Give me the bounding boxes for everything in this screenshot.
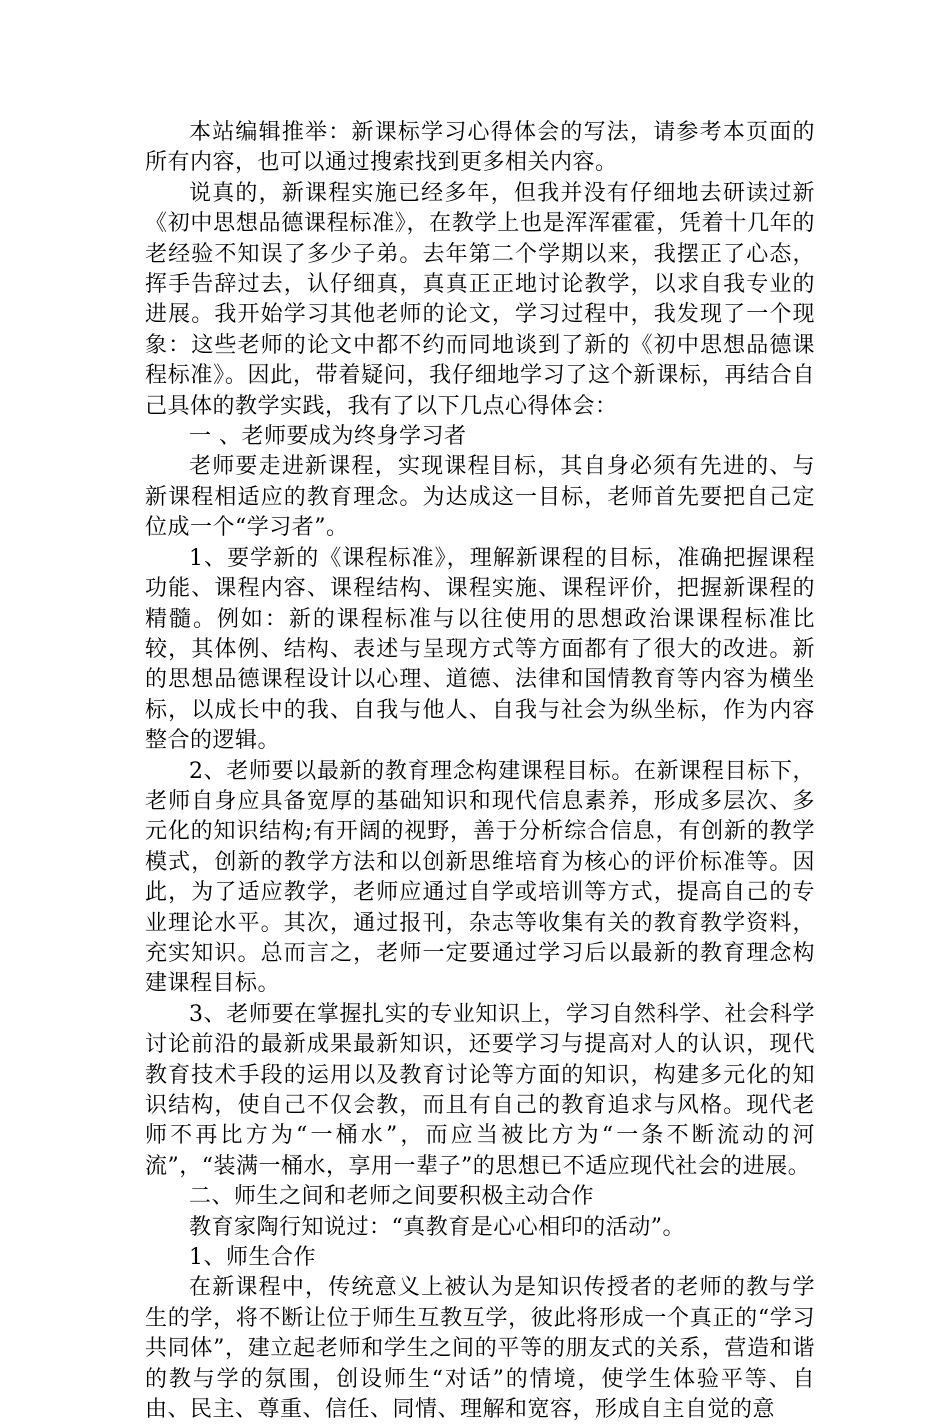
section-heading-1: 一 、老师要成为终身学习者 — [189, 424, 467, 450]
paragraph-quote: 教育家陶行知说过：“真教育是心心相印的活动”。 — [189, 1214, 685, 1240]
subsection-heading-cooperation: 1、师生合作 — [189, 1245, 316, 1271]
paragraph-background: 说真的，新课程实施已经多年，但我并没有仔细地去研读过新《初中思想品德课程标准》，在教学上也是浑浑霍霍，凭着十几年的老经验不知误了多少子弟。去年第二个学期以来，我摆正了心态，挥手告辞过去，认仔细真，真真正正地讨论教学，以求自我专业的进展。我开始学习其他老师的论文，学习过程中，我发现了一个现象：这些老师的论文中都不约而同地谈到了新的《初中思想品德课程标准》。因此，带着疑问，我仔细地学习了这个新课标，再结合自己具体的教学实践，我有了以下几点心得体会： — [145, 180, 815, 419]
paragraph-intro: 本站编辑推举：新课标学习心得体会的写法，请参考本页面的所有内容，也可以通过搜索找到更多相关内容。 — [145, 120, 815, 176]
paragraph-point-2: 2、老师要以最新的教育理念构建课程目标。在新课程目标下，老师自身应具备宽厚的基础知识和现代信息素养，形成多层次、多元化的知识结构;有开阔的视野，善于分析综合信息，有创新的教学模式，创新的教学方法和以创新思维培育为核心的评价标准等。因此，为了适应教学，老师应通过自学或培训等方式，提高自己的专业理论水平。其次，通过报刊，杂志等收集有关的教育教学资料，充实知识。总而言之，老师一定要通过学习后以最新的教育理念构建课程目标。 — [145, 758, 815, 997]
section-heading-2: 二、师生之间和老师之间要积极主动合作 — [189, 1184, 595, 1210]
paragraph-cooperation: 在新课程中，传统意义上被认为是知识传授者的老师的教与学生的学，将不断让位于师生互教互学，彼此将形成一个真正的“学习共同体”，建立起老师和学生之间的平等的朋友式的关系，营造和谐的教与学的氛围，创设师生“对话”的情境，使学生体验平等、自由、民主、尊重、信任、同情、理解和宽容，形成自主自觉的意 — [145, 1275, 815, 1423]
paragraph-point-1: 1、要学新的《课程标准》，理解新课程的目标，准确把握课程功能、课程内容、课程结构、课程实施、课程评价，把握新课程的精髓。例如：新的课程标准与以往使用的思想政治课课程标准比较，其体例、结构、表述与呈现方式等方面都有了很大的改进。新的思想品德课程设计以心理、道德、法律和国情教育等内容为横坐标，以成长中的我、自我与他人、自我与社会为纵坐标，作为内容整合的逻辑。 — [145, 545, 815, 754]
paragraph-lifelong-learning: 老师要走进新课程，实现课程目标，其自身必须有先进的、与新课程相适应的教育理念。为达成这一目标，老师首先要把自己定位成一个“学习者”。 — [145, 454, 815, 541]
paragraph-point-3: 3、老师要在掌握扎实的专业知识上，学习自然科学、社会科学讨论前沿的最新成果最新知识，还要学习与提高对人的认识，现代教育技术手段的运用以及教育讨论等方面的知识，构建多元化的知识结构，使自己不仅会教，而且有自己的教育追求与风格。现代老师不再比方为“一桶水”，而应当被比方为“一条不断流动的河流”，“装满一桶水，享用一辈子”的思想已不适应现代社会的进展。 — [145, 1001, 815, 1179]
document-body — [145, 118, 815, 1425]
